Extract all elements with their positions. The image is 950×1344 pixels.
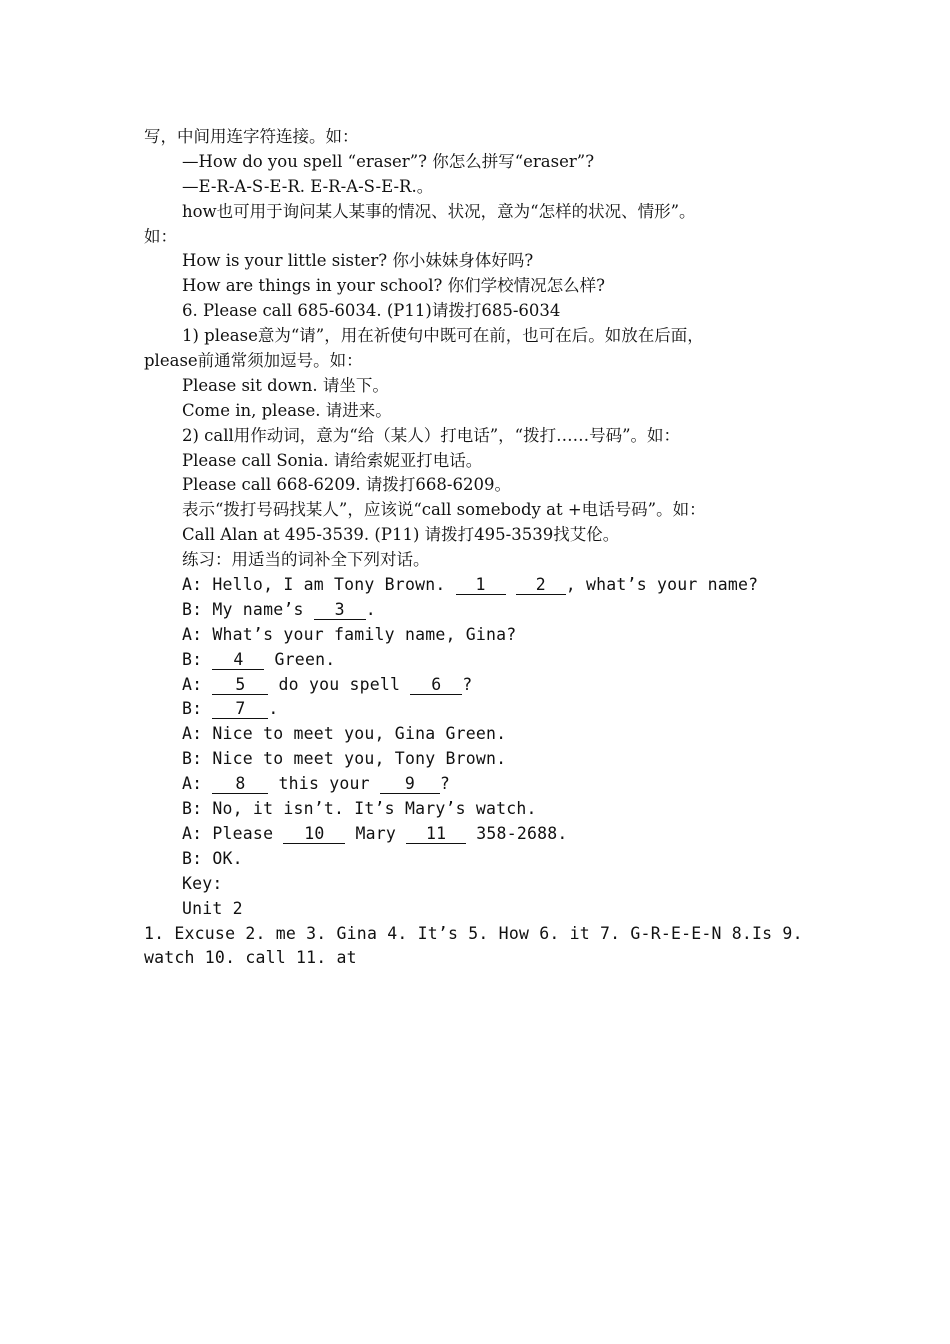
answer-blank: 4 <box>212 651 264 670</box>
dialogue-line: B: My name’s 3 . <box>182 599 376 619</box>
dialogue-line: A: Please 10 Mary 11 358-2688. <box>182 823 568 843</box>
dialogue-line: B: OK. <box>182 848 243 868</box>
answer-blank: 2 <box>516 576 566 595</box>
unit-heading: Unit 2 <box>182 898 243 918</box>
answer-blank: 3 <box>314 601 366 620</box>
dialogue-line: A: Hello, I am Tony Brown. 1 2 , what’s your name? <box>182 575 759 595</box>
dialogue-line: B: No, it isn’t. It’s Mary’s watch. <box>182 799 537 819</box>
answer-blank: 5 <box>212 676 268 695</box>
answer-blank: 6 <box>410 676 462 695</box>
dialogue-line: A: 5 do you spell 6 ? <box>182 674 473 694</box>
dialogue-line: A: Nice to meet you, Gina Green. <box>182 724 507 744</box>
text-line: How is your little sister? 你小妹妹身体好吗? <box>182 251 534 271</box>
answer-key-line: 1. Excuse 2. me 3. Gina 4. It’s 5. How 6. it 7. G-R-E-E-N 8.Is 9. <box>144 923 803 943</box>
answer-blank: 1 <box>456 576 506 595</box>
text-line: 写，中间用连字符连接。如： <box>144 127 359 146</box>
text-line: 2) call用作动词，意为“给（某人）打电话”，“拨打……号码”。如： <box>182 425 681 445</box>
text-line: Call Alan at 495-3539. (P11) 请拨打495-3539找艾伦。 <box>182 525 620 545</box>
answer-blank: 7 <box>212 700 268 719</box>
key-heading: Key: <box>182 873 223 893</box>
dialogue-line: A: 8 this your 9 ? <box>182 774 451 794</box>
answer-blank: 8 <box>212 775 268 794</box>
text-line: how也可用于询问某人某事的情况、状况，意为“怎样的状况、情形”。 <box>182 201 696 221</box>
text-line: Please sit down. 请坐下。 <box>182 375 389 395</box>
text-line: —E-R-A-S-E-R. E-R-A-S-E-R.。 <box>182 176 434 196</box>
text-line: Please call Sonia. 请给索妮亚打电话。 <box>182 450 483 470</box>
text-line: Please call 668-6209. 请拨打668-6209。 <box>182 475 511 495</box>
text-line: —How do you spell “eraser”? 你怎么拼写“eraser”? <box>182 151 595 171</box>
text-line: How are things in your school? 你们学校情况怎么样? <box>182 276 605 296</box>
text-line: 如： <box>144 226 177 246</box>
answer-blank: 11 <box>406 825 466 844</box>
text-line: Come in, please. 请进来。 <box>182 400 392 420</box>
text-line: 1) please意为“请”，用在祈使句中既可在前，也可在后。如放在后面， <box>182 326 704 346</box>
dialogue-line: A: What’s your family name, Gina? <box>182 624 517 644</box>
document-page <box>144 125 824 971</box>
dialogue-line: B: 4 Green. <box>182 649 336 669</box>
dialogue-line: B: Nice to meet you, Tony Brown. <box>182 749 507 769</box>
answer-blank: 10 <box>283 825 345 844</box>
text-line: 练习：用适当的词补全下列对话。 <box>182 550 430 570</box>
text-line: 表示“拨打号码找某人”，应该说“call somebody at +电话号码”。如： <box>182 500 706 520</box>
dialogue-line: B: 7 . <box>182 699 279 719</box>
text-line: please前通常须加逗号。如： <box>144 351 363 371</box>
answer-key-line: watch 10. call 11. at <box>144 948 357 968</box>
text-line: 6. Please call 685-6034. (P11)请拨打685-6034 <box>182 301 561 321</box>
answer-blank: 9 <box>380 775 440 794</box>
